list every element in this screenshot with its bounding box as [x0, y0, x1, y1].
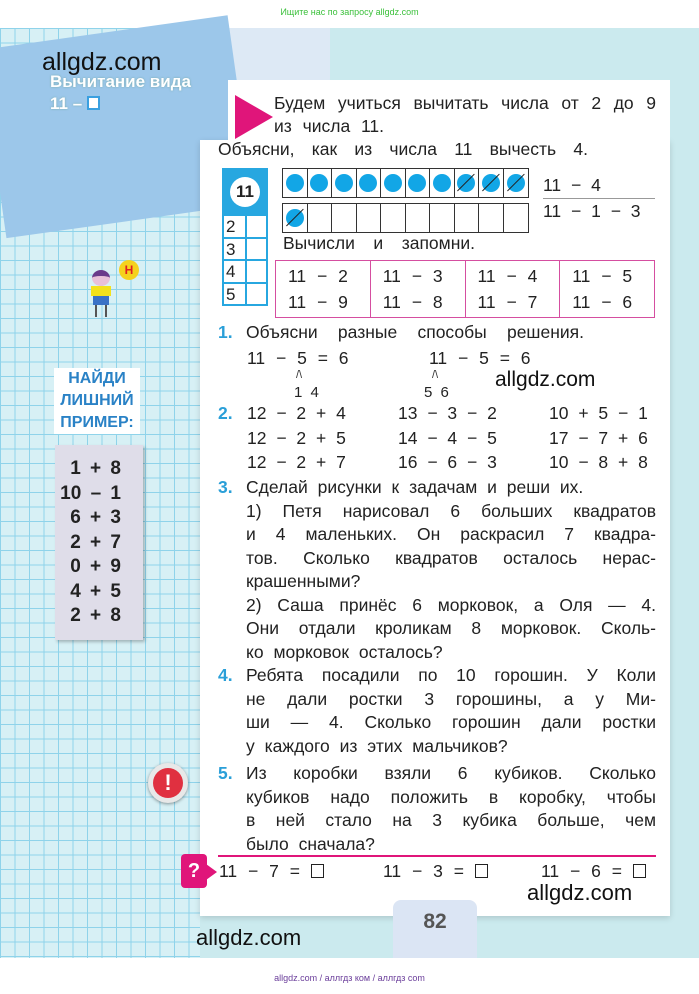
text-line: ши — 4. Сколько горошин дали ростки: [246, 712, 656, 732]
text-line: 2) Саша принёс 6 морковок, а Оля — 4.: [246, 594, 656, 615]
counter-cell: [504, 169, 529, 197]
task1-eq1: 11 − 5 = 6: [247, 348, 349, 368]
counter-cell: [430, 204, 455, 232]
table-cell: 5: [224, 284, 245, 305]
odd-one-out-heading: [54, 368, 140, 434]
task1-eq2: 11 − 5 = 6: [429, 348, 531, 368]
table-cell: 2: [224, 216, 245, 237]
list-item: 10 – 1: [60, 482, 121, 504]
text-line: Сделай рисунки к задачам и реши их.: [246, 477, 584, 497]
expression: 12 − 2 + 7: [247, 452, 346, 472]
compute-label: Вычисли и запомни.: [283, 233, 475, 253]
quiz-expression: 11 − 6 =: [541, 861, 622, 881]
explain-text: Объясни, как из числа 11 вычесть 4.: [218, 139, 588, 159]
task-number: 4.: [218, 665, 233, 685]
warning-icon: [148, 763, 188, 803]
counter-dot-icon: [286, 174, 304, 192]
decomp-top: 11 − 4: [543, 175, 655, 199]
text-line: не дали ростки 3 горошины, а у Ми-: [246, 688, 656, 709]
task-number: 5.: [218, 763, 233, 783]
number-composition-table: [222, 168, 268, 306]
watermark: allgdz.com: [495, 368, 596, 391]
counter-cell: [406, 169, 431, 197]
counter-dot-icon: [335, 174, 353, 192]
table-cell: 3: [224, 239, 245, 260]
quiz-item: [219, 861, 324, 882]
compute-table: [275, 260, 655, 318]
counter-cell: [381, 204, 406, 232]
text-line: было сначала?: [246, 833, 375, 854]
table-cell: 11 − 7: [477, 292, 538, 312]
text-line: Ребята посадили по 10 горошин. У Коли: [246, 665, 656, 685]
split-lines: /\: [432, 369, 439, 381]
task1-text: Объясни разные способы решения.: [246, 322, 584, 342]
counter-cell: [430, 169, 455, 197]
text-line: 1) Петя нарисовал 6 больших квадратов: [246, 500, 656, 521]
table-cell: 4: [224, 261, 245, 282]
mascot-badge: Н: [119, 260, 139, 280]
counter-cell: [479, 204, 504, 232]
pointer-icon: [206, 864, 217, 880]
empty-cell: [247, 216, 266, 237]
counters-row-1: [282, 168, 529, 198]
list-item: 2 + 7: [70, 531, 121, 553]
answer-box[interactable]: [311, 864, 324, 878]
table-cell: 11 − 2: [288, 266, 348, 286]
counter-cell: [308, 204, 333, 232]
number-badge: 11: [230, 177, 260, 207]
split-lines: /\: [296, 369, 303, 381]
odd-one-out-list: [55, 445, 143, 640]
expression: 13 − 3 − 2: [398, 403, 497, 423]
heading-line: ЛИШНИЙ: [60, 392, 134, 409]
mascot-figure: [88, 265, 118, 320]
counter-cell: [479, 169, 504, 197]
expression: 14 − 4 − 5: [398, 427, 497, 448]
title-text: 11 –: [50, 94, 83, 113]
page-number: 82: [393, 900, 477, 958]
text-line: Из коробки взяли 6 кубиков. Сколько: [246, 763, 656, 783]
counter-cell: [283, 169, 308, 197]
text-line: у каждого из этих мальчиков?: [246, 735, 508, 756]
table-cell: 11 − 8: [382, 292, 443, 312]
decomp-bottom: 11 − 1 − 3: [543, 201, 641, 221]
answer-box[interactable]: [633, 864, 646, 878]
task1-split2: 5 6: [424, 384, 449, 401]
list-item: 1 + 8: [70, 458, 121, 479]
empty-cell: [247, 261, 266, 282]
table-cell: 11 − 6: [572, 292, 633, 312]
text-line: крашенными?: [246, 571, 361, 591]
counter-cell: [332, 169, 357, 197]
list-item: 0 + 9: [70, 556, 121, 577]
text-line: тов. Сколько квадратов осталось нерас-: [246, 547, 656, 568]
expression: 10 − 8 + 8: [549, 452, 648, 472]
divider: [218, 855, 656, 857]
counter-cell: [381, 169, 406, 197]
arrow-marker-icon: [235, 95, 273, 139]
counter-cell: [308, 169, 333, 197]
warning-mark: !: [153, 768, 183, 798]
counter-dot-icon: [408, 174, 426, 192]
watermark: allgdz.com: [196, 925, 302, 950]
lesson-title: Вычитание вида: [50, 72, 191, 91]
expression: 17 − 7 + 6: [549, 427, 648, 448]
question-icon: ?: [181, 854, 207, 888]
answer-box[interactable]: [475, 864, 488, 878]
list-item: 2 + 8: [70, 605, 121, 626]
counters-row-2: [282, 203, 529, 233]
counter-cell: [357, 204, 382, 232]
text-line: Они отдали кроликам 8 морковок. Сколь-: [246, 618, 656, 638]
table-cell: 11 − 9: [288, 292, 348, 312]
quiz-item: [541, 861, 646, 882]
intro-line: из числа 11.: [274, 116, 384, 136]
counter-cell: [283, 204, 308, 232]
counter-dot-icon: [359, 174, 377, 192]
counter-cell: [455, 169, 480, 197]
quiz-expression: 11 − 7 =: [219, 861, 300, 881]
counter-cell: [332, 204, 357, 232]
bottom-note[interactable]: allgdz.com / аллгдз ком / аллгдз com: [274, 973, 425, 983]
table-cell: 11 − 5: [572, 266, 633, 286]
table-cell: 11 − 4: [477, 266, 538, 286]
top-note[interactable]: Ищите нас по запросу allgdz.com: [280, 7, 419, 17]
counter-cell: [406, 204, 431, 232]
counter-dot-icon: [433, 174, 451, 192]
heading-line: ПРИМЕР:: [60, 414, 134, 431]
quiz-item: [383, 861, 488, 882]
quiz-expression: 11 − 3 =: [383, 861, 464, 881]
task-number: 2.: [218, 403, 233, 423]
counter-dot-icon: [310, 174, 328, 192]
lesson-title-2: [50, 94, 100, 114]
watermark: allgdz.com: [527, 880, 633, 905]
text-line: ко морковок осталось?: [246, 641, 443, 662]
task-number: 3.: [218, 477, 233, 497]
counter-cell: [504, 204, 529, 232]
counter-dot-icon: [384, 174, 402, 192]
task1-split1: 1 4: [294, 384, 319, 401]
heading-line: НАЙДИ: [68, 370, 126, 387]
empty-cell: [247, 284, 266, 305]
text-line: и 4 маленьких. Он раскрасил 7 квадра-: [246, 524, 656, 544]
text-line: в ней стало на 3 кубика больше, чем: [246, 810, 656, 830]
text-line: кубиков надо положить в коробку, чтобы: [246, 786, 656, 807]
table-cell: 11 − 3: [382, 266, 443, 286]
counter-cell: [455, 204, 480, 232]
expression: 12 − 2 + 4: [247, 403, 346, 423]
list-item: 4 + 5: [70, 580, 121, 602]
expression: 12 − 2 + 5: [247, 427, 346, 448]
watermark: allgdz.com: [42, 48, 162, 76]
task-number: 1.: [218, 322, 233, 342]
list-item: 6 + 3: [70, 507, 121, 528]
counter-cell: [357, 169, 382, 197]
square-icon: [87, 96, 100, 110]
expression: 10 + 5 − 1: [549, 403, 648, 423]
empty-cell: [247, 239, 266, 260]
expression: 16 − 6 − 3: [398, 452, 497, 472]
intro-line: Будем учиться вычитать числа от 2 до 9: [274, 93, 656, 113]
